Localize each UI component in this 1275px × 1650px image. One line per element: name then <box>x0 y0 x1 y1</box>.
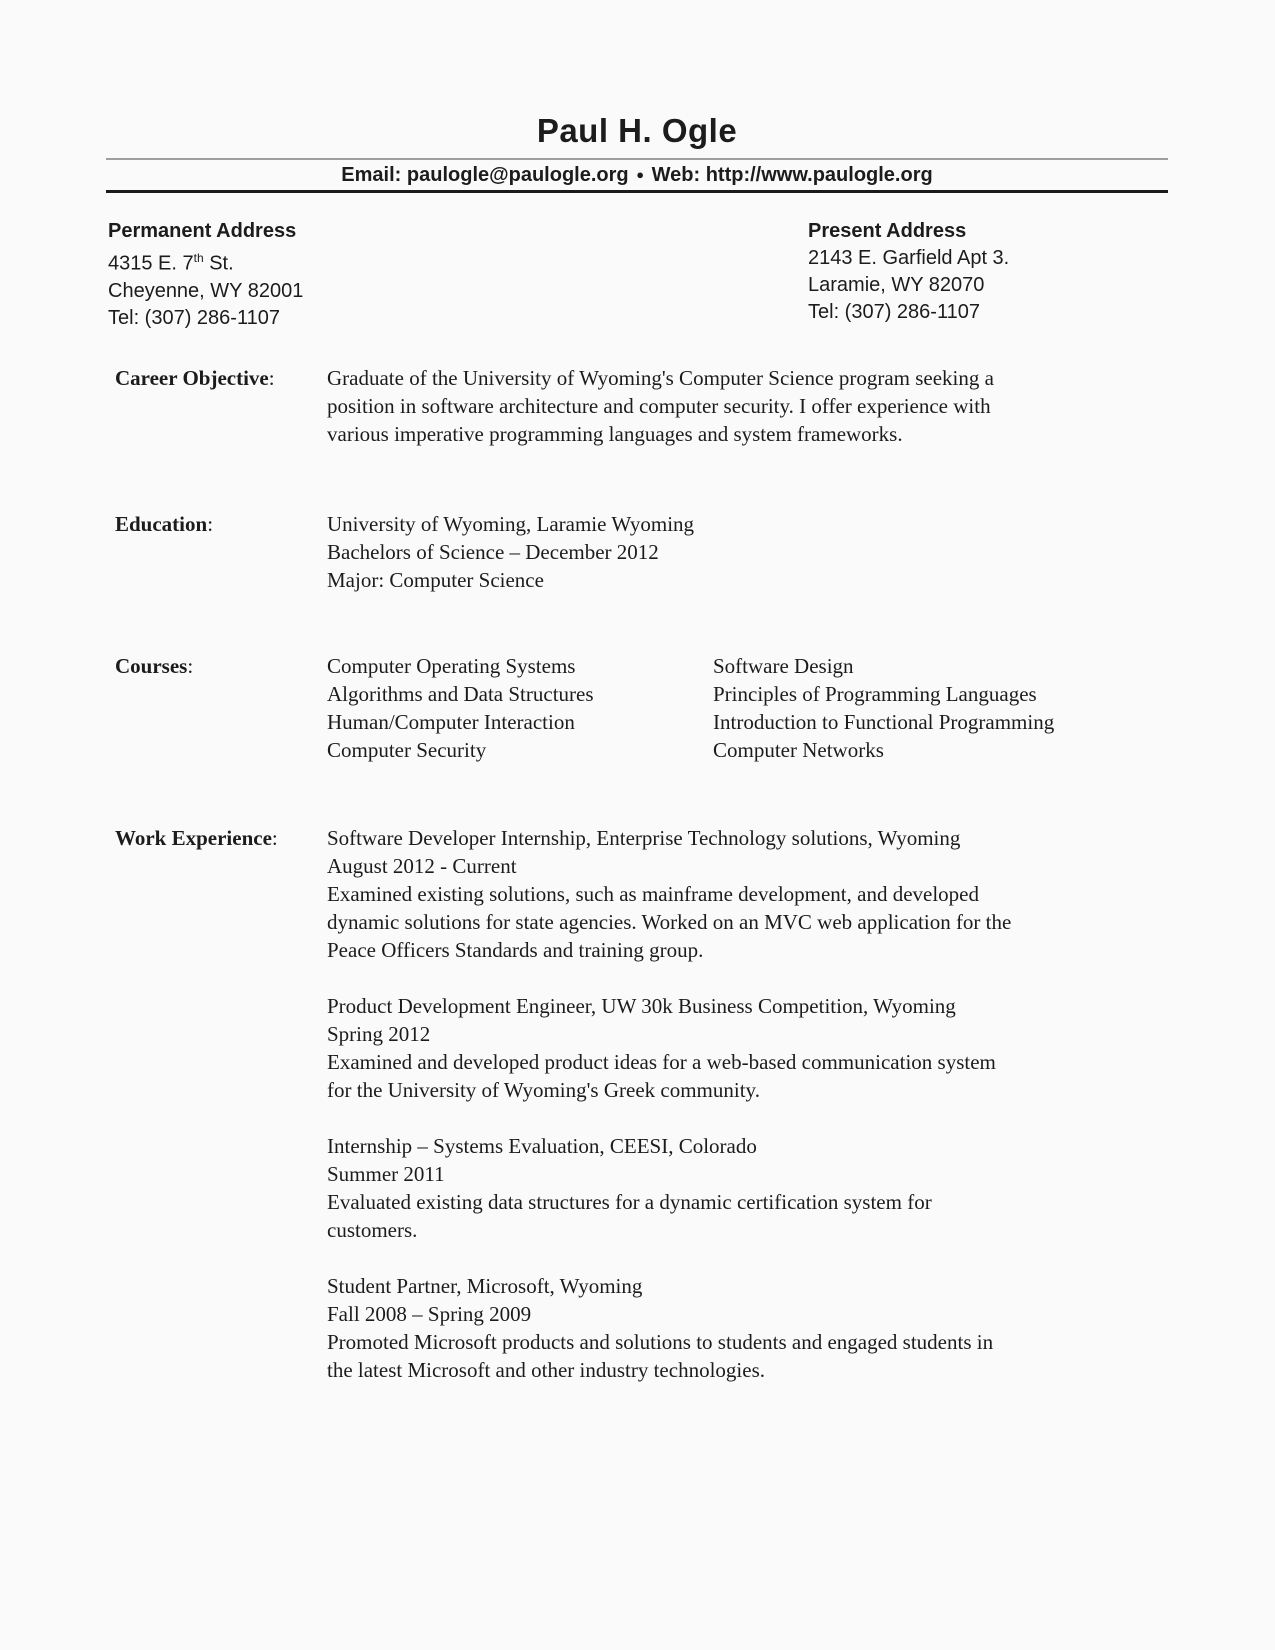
job-entry <box>327 1272 1117 1384</box>
label-text: Career Objective <box>115 365 269 390</box>
job-desc-line: customers. <box>327 1217 418 1242</box>
career-objective-text <box>327 364 1117 448</box>
course-item: Computer Security <box>327 737 487 762</box>
section-courses <box>106 652 1168 764</box>
present-address-tel: Tel: (307) 286-1107 <box>808 301 980 323</box>
present-address <box>808 218 1168 332</box>
job-desc-line: dynamic solutions for state agencies. Worked on an MVC web application for the <box>327 909 1012 934</box>
job-desc-line: Examined existing solutions, such as mainframe development, and developed <box>327 881 980 906</box>
permanent-address-heading: Permanent Address <box>108 220 297 242</box>
education-line: University of Wyoming, Laramie Wyoming <box>327 511 695 536</box>
job-dates: August 2012 - Current <box>327 853 517 878</box>
paragraph-line: position in software architecture and computer security. I offer experience with <box>327 393 991 418</box>
job-dates: Spring 2012 <box>327 1021 431 1046</box>
education-text <box>327 510 1117 594</box>
permanent-address-city: Cheyenne, WY 82001 <box>108 279 304 302</box>
label-text: Education <box>115 511 208 536</box>
job-dates: Fall 2008 – Spring 2009 <box>327 1301 532 1326</box>
section-work-experience <box>106 824 1168 1384</box>
present-address-street: 2143 E. Garfield Apt 3. <box>808 247 1010 269</box>
bullet-separator-icon: ● <box>636 167 645 182</box>
permanent-address-tel: Tel: (307) 286-1107 <box>108 306 280 329</box>
label-colon: : <box>187 653 194 678</box>
course-item: Computer Operating Systems <box>327 653 576 678</box>
job-entry <box>327 992 1117 1104</box>
addresses-block <box>106 218 1168 332</box>
job-title: Product Development Engineer, UW 30k Business Competition, Wyoming <box>327 993 956 1018</box>
job-entry <box>327 1132 1117 1244</box>
section-career-objective <box>106 364 1168 448</box>
career-objective-label <box>106 364 327 448</box>
job-entry <box>327 824 1117 964</box>
job-desc-line: Promoted Microsoft products and solutions to students and engaged students in <box>327 1329 994 1354</box>
present-address-heading: Present Address <box>808 220 967 242</box>
job-desc-line: the latest Microsoft and other industry technologies. <box>327 1357 765 1382</box>
resume-header <box>106 112 1168 193</box>
permanent-address-street <box>108 245 808 278</box>
label-text: Courses <box>115 653 188 678</box>
courses-list <box>327 652 1117 764</box>
work-experience-label <box>106 824 327 1384</box>
label-text: Work Experience <box>115 825 272 850</box>
permanent-address <box>106 218 808 332</box>
course-item: Computer Networks <box>713 737 884 762</box>
course-item: Introduction to Functional Programming <box>713 709 1055 734</box>
job-desc-line: Evaluated existing data structures for a dynamic certification system for <box>327 1189 932 1214</box>
header-divider-thick <box>106 190 1168 193</box>
label-colon: : <box>207 511 214 536</box>
education-line: Major: Computer Science <box>327 567 544 592</box>
job-desc-line: Peace Officers Standards and training group. <box>327 937 704 962</box>
contact-line <box>106 160 1168 190</box>
education-line: Bachelors of Science – December 2012 <box>327 539 659 564</box>
courses-label <box>106 652 327 764</box>
courses-grid <box>327 652 1117 764</box>
work-experience-list <box>327 824 1117 1384</box>
page-title: Paul H. Ogle <box>536 112 738 149</box>
course-item: Human/Computer Interaction <box>327 709 575 734</box>
email-label: Email: <box>341 164 402 186</box>
job-title: Software Developer Internship, Enterprise Technology solutions, Wyoming <box>327 825 961 850</box>
course-item: Software Design <box>713 653 854 678</box>
web-value: http://www.paulogle.org <box>705 164 933 186</box>
job-title: Student Partner, Microsoft, Wyoming <box>327 1273 643 1298</box>
job-desc-line: Examined and developed product ideas for a web-based communication system <box>327 1049 996 1074</box>
job-desc-line: for the University of Wyoming's Greek community. <box>327 1077 760 1102</box>
course-item: Principles of Programming Languages <box>713 681 1037 706</box>
street-suffix: St. <box>203 252 234 275</box>
education-label <box>106 510 327 594</box>
paragraph-line: Graduate of the University of Wyoming's Computer Science program seeking a <box>327 365 994 390</box>
present-address-city: Laramie, WY 82070 <box>808 274 985 296</box>
job-title: Internship – Systems Evaluation, CEESI, Colorado <box>327 1133 757 1158</box>
street-ordinal: th <box>193 251 204 265</box>
course-item: Algorithms and Data Structures <box>327 681 594 706</box>
section-education <box>106 510 1168 594</box>
street-number: 4315 E. 7 <box>108 252 194 275</box>
email-value: paulogle@paulogle.org <box>406 164 629 186</box>
job-dates: Summer 2011 <box>327 1161 445 1186</box>
label-colon: : <box>271 825 278 850</box>
label-colon: : <box>268 365 275 390</box>
web-label: Web: <box>651 164 701 186</box>
paragraph-line: various imperative programming languages and system frameworks. <box>327 421 903 446</box>
